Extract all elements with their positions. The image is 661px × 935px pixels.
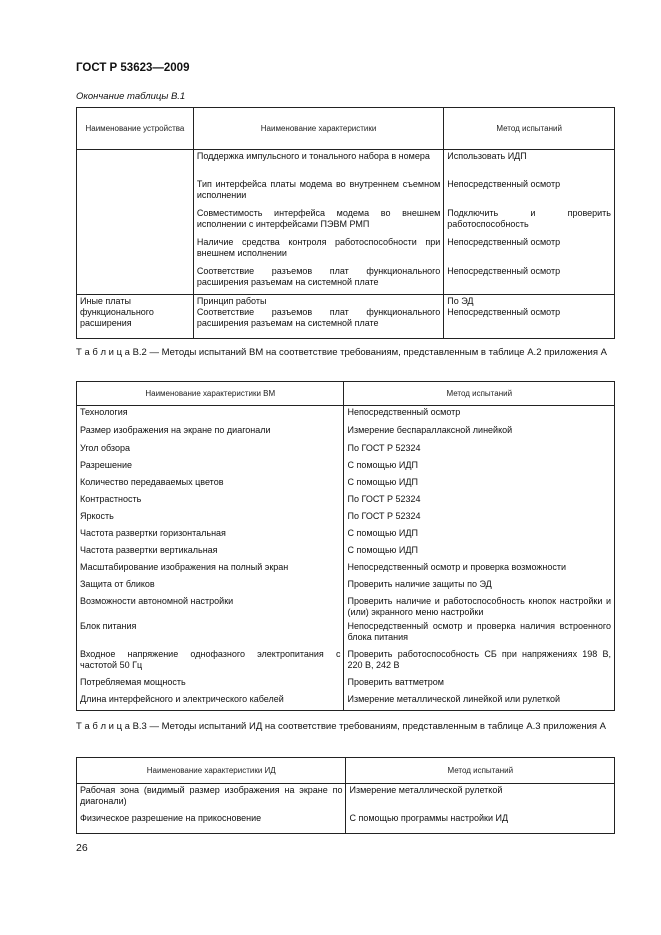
table-b1-characteristic: Совместимость интерфейса модема во внешнем исполнении с интерфейсами ПЭВМ РМП — [193, 207, 443, 236]
table-b3-caption: Т а б л и ц а В.3 — Методы испытаний ИД на соответствие требованиям, представленным в таблице А.3 приложения А — [76, 721, 607, 732]
table-b3 — [76, 757, 615, 834]
table-row — [77, 459, 615, 476]
table-row — [77, 424, 615, 442]
table-b2-method: Измерение беспараллаксной линейкой — [344, 424, 615, 442]
table-b2-characteristic: Разрешение — [77, 459, 344, 476]
table-b1-method-line: Непосредственный осмотр — [447, 307, 561, 317]
table-b2-characteristic: Частота развертки вертикальная — [77, 544, 344, 561]
table-b2-method: С помощью ИДП — [344, 527, 615, 544]
table-b2-characteristic: Входное напряжение однофазного электропитания с частотой 50 Гц — [77, 648, 344, 676]
table-b3-header-method: Метод испытаний — [346, 758, 615, 784]
table-b2-method: С помощью ИДП — [344, 476, 615, 493]
table-b3-header-characteristic: Наименование характеристики ИД — [77, 758, 346, 784]
table-b2-characteristic: Масштабирование изображения на полный экран — [77, 561, 344, 578]
table-b1-method: Использовать ИДП — [444, 150, 615, 178]
table-b2-method: По ГОСТ Р 52324 — [344, 493, 615, 510]
table-b2-method: Измерение металлической линейкой или рулеткой — [344, 693, 615, 711]
table-b1-caption: Окончание таблицы В.1 — [76, 91, 186, 102]
table-b2-characteristic: Технология — [77, 406, 344, 424]
table-b1-header-characteristic: Наименование характеристики — [193, 108, 443, 150]
table-row — [77, 493, 615, 510]
table-b3-method: С помощью программы настройки ИД — [346, 812, 615, 834]
table-b2-method: С помощью ИДП — [344, 459, 615, 476]
table-row — [77, 527, 615, 544]
page-number: 26 — [76, 842, 88, 854]
table-b2-characteristic: Частота развертки горизонтальная — [77, 527, 344, 544]
table-row — [77, 595, 615, 620]
table-b1-characteristic: Соответствие разъемов плат функционального расширения разъемам на системной плате — [193, 265, 443, 295]
table-row — [77, 620, 615, 648]
table-b1-method-line: По ЭД — [447, 296, 474, 306]
table-b3-characteristic: Физическое разрешение на прикосновение — [77, 812, 346, 834]
table-b1 — [76, 107, 615, 339]
table-b2-characteristic: Количество передаваемых цветов — [77, 476, 344, 493]
table-row — [77, 476, 615, 493]
table-b2-characteristic: Размер изображения на экране по диагонали — [77, 424, 344, 442]
table-b1-method — [444, 295, 615, 339]
table-row — [77, 676, 615, 693]
table-row — [77, 648, 615, 676]
table-b2-characteristic: Контрастность — [77, 493, 344, 510]
table-row — [77, 150, 615, 178]
table-b1-characteristic: Тип интерфейса платы модема во внутреннем съемном исполнении — [193, 178, 443, 207]
table-b2-method: Непосредственный осмотр и проверка наличия встроенного блока питания — [344, 620, 615, 648]
table-row — [77, 561, 615, 578]
table-b1-method: Непосредственный осмотр — [444, 265, 615, 295]
table-b1-device: Иные платы функционального расширения — [77, 295, 194, 339]
table-b2-characteristic: Яркость — [77, 510, 344, 527]
table-b1-characteristic: Поддержка импульсного и тонального набора в номера — [193, 150, 443, 178]
table-row — [77, 784, 615, 812]
table-b2-method: Проверить наличие и работоспособность кнопок настройки и (или) экранного меню настройки — [344, 595, 615, 620]
table-b2-method: Проверить ваттметром — [344, 676, 615, 693]
table-b1-characteristic-line: Соответствие разъемов плат функционального расширения разъемам на системной плате — [196, 307, 441, 328]
table-b2-header-method: Метод испытаний — [344, 382, 615, 406]
table-b1-header-device: Наименование устройства — [77, 108, 194, 150]
table-b2-method: Непосредственный осмотр и проверка возможности — [344, 561, 615, 578]
table-b1-characteristic-line: Принцип работы — [196, 296, 267, 306]
table-row — [77, 295, 615, 339]
table-b3-characteristic: Рабочая зона (видимый размер изображения на экране по диагонали) — [77, 784, 346, 812]
table-row — [77, 442, 615, 459]
table-b2-characteristic: Угол обзора — [77, 442, 344, 459]
table-b1-characteristic: Наличие средства контроля работоспособности при внешнем исполнении — [193, 236, 443, 265]
table-b2-method: Непосредственный осмотр — [344, 406, 615, 424]
table-row — [77, 406, 615, 424]
table-b2-method: Проверить наличие защиты по ЭД — [344, 578, 615, 595]
table-b2-method: По ГОСТ Р 52324 — [344, 442, 615, 459]
table-b2-characteristic: Блок питания — [77, 620, 344, 648]
table-b3-method: Измерение металлической рулеткой — [346, 784, 615, 812]
table-b1-device-empty — [77, 150, 194, 295]
table-b2-characteristic: Защита от бликов — [77, 578, 344, 595]
table-b1-method: Непосредственный осмотр — [444, 178, 615, 207]
table-b1-header-method: Метод испытаний — [444, 108, 615, 150]
table-b2 — [76, 381, 615, 711]
table-row — [77, 693, 615, 711]
table-b1-method: Непосредственный осмотр — [444, 236, 615, 265]
table-b2-characteristic: Потребляемая мощность — [77, 676, 344, 693]
document-code: ГОСТ Р 53623—2009 — [76, 62, 190, 74]
table-row — [77, 578, 615, 595]
table-b2-method: Проверить работоспособность СБ при напряжениях 198 В, 220 В, 242 В — [344, 648, 615, 676]
table-b2-header-characteristic: Наименование характеристики ВМ — [77, 382, 344, 406]
table-row — [77, 544, 615, 561]
table-b2-method: По ГОСТ Р 52324 — [344, 510, 615, 527]
table-b2-caption: Т а б л и ц а В.2 — Методы испытаний ВМ на соответствие требованиям, представленным в таблице А.2 приложения А — [76, 347, 607, 358]
table-b2-characteristic: Длина интерфейсного и электрического кабелей — [77, 693, 344, 711]
table-b2-characteristic: Возможности автономной настройки — [77, 595, 344, 620]
table-b1-characteristic — [193, 295, 443, 339]
table-b1-method: Подключить и проверить работоспособность — [444, 207, 615, 236]
table-b2-method: С помощью ИДП — [344, 544, 615, 561]
table-row — [77, 510, 615, 527]
table-row — [77, 812, 615, 834]
